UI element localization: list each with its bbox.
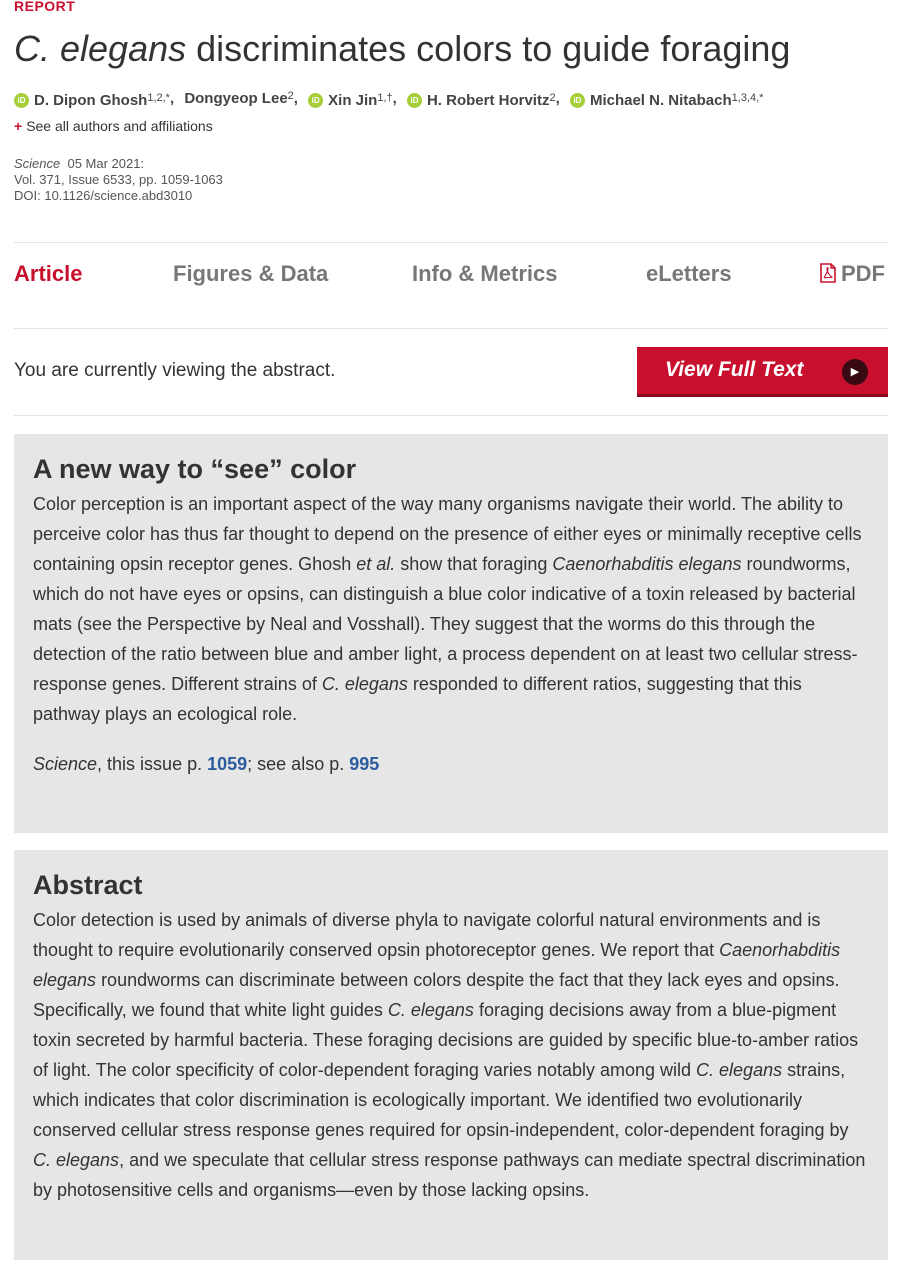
page-title xyxy=(14,28,790,70)
orcid-icon[interactable]: iD xyxy=(407,93,422,108)
citation-block xyxy=(14,156,223,204)
tab-pdf[interactable] xyxy=(820,261,885,287)
title-text: discriminates colors to guide foraging xyxy=(186,28,791,69)
author-affiliation: 1,† xyxy=(377,91,393,104)
orcid-icon[interactable]: iD xyxy=(308,93,323,108)
author-ghosh[interactable] xyxy=(14,92,170,109)
author-name[interactable]: Dongyeop Lee xyxy=(184,90,288,107)
tab-article[interactable]: Article xyxy=(14,261,83,286)
abstract-notice: You are currently viewing the abstract. xyxy=(14,360,336,381)
play-arrow-icon: ▶ xyxy=(842,359,868,385)
author-name[interactable]: Michael N. Nitabach xyxy=(589,92,732,109)
orcid-icon[interactable]: iD xyxy=(570,93,585,108)
abstract-panel xyxy=(14,850,888,1260)
author-name[interactable]: H. Robert Horvitz xyxy=(426,92,550,109)
author-lee[interactable] xyxy=(184,90,293,107)
citation-doi[interactable]: DOI: 10.1126/science.abd3010 xyxy=(14,188,193,203)
tab-pdf-label[interactable]: PDF xyxy=(841,261,885,286)
author-jin[interactable] xyxy=(308,92,392,109)
author-affiliation: 2 xyxy=(549,91,556,104)
view-full-text-button[interactable] xyxy=(637,347,888,397)
author-affiliation: 1,3,4,* xyxy=(731,91,764,104)
article-tabs xyxy=(14,243,888,327)
summary-reference: Science, this issue p. 1059; see also p. 995 xyxy=(33,754,380,774)
view-full-text-label[interactable]: View Full Text xyxy=(665,358,804,381)
article-type-label: REPORT xyxy=(14,0,76,14)
author-name[interactable]: D. Dipon Ghosh xyxy=(34,92,148,109)
citation-volume: Vol. 371, Issue 6533, pp. 1059-1063 xyxy=(14,172,223,187)
citation-date: 05 Mar 2021: xyxy=(67,156,145,171)
author-name[interactable]: Xin Jin xyxy=(328,92,378,109)
pdf-icon xyxy=(820,263,836,283)
abstract-heading: Abstract xyxy=(33,870,143,900)
author-horvitz[interactable] xyxy=(407,92,556,109)
summary-heading: A new way to “see” color xyxy=(33,454,357,484)
abstract-text: Color detection is used by animals of diverse phyla to navigate colorful natural environments and is thought to require evolutionarily conserved opsin photoreceptor genes. We report that Caenorhabditis elegans roundworms can discriminate between colors despite the fact that they lack eyes and opsins. Specifically, we found that white light guides C. elegans foraging decisions away from a blue-pigment toxin secreted by harmful bacteria. These foraging decisions are guided by specific blue-to-amber ratios of light. The color specificity of color-dependent foraging varies notably among wild C. elegans strains, which indicates that color discrimination is ecologically important. We identified two evolutionarily conserved cellular stress response genes required for opsin-independent, color-dependent foraging by C. elegans, and we speculate that cellular stress response pathways can mediate spectral discrimination by photosensitive cells and organisms—even by those lacking opsins. xyxy=(33,910,866,1200)
author-affiliation: 1,2,* xyxy=(147,91,170,104)
title-species: C. elegans xyxy=(14,28,187,69)
author-nitabach[interactable] xyxy=(570,92,764,109)
editor-summary-panel xyxy=(14,434,888,833)
page-link-995[interactable]: 995 xyxy=(349,754,380,774)
see-all-label[interactable]: See all authors and affiliations xyxy=(26,118,213,134)
divider xyxy=(14,328,888,329)
page-link-1059[interactable]: 1059 xyxy=(207,754,248,774)
tab-info-metrics[interactable]: Info & Metrics xyxy=(412,261,558,286)
author-affiliation: 2 xyxy=(287,89,294,102)
divider xyxy=(14,415,888,416)
summary-text: Color perception is an important aspect of the way many organisms navigate their world. The ability to perceive color has thus far thought to depend on the presence of either eyes or minimally receptive cells containing opsin receptor genes. Ghosh et al. show that foraging Caenorhabditis elegans roundworms, which do not have eyes or opsins, can distinguish a blue color indicative of a toxin released by bacterial mats (see the Perspective by Neal and Vosshall). They suggest that the worms do this through the detection of the ratio between blue and amber light, a process dependent on at least two cellular stress-response genes. Different strains of C. elegans responded to different ratios, suggesting that this pathway plays an ecological role. xyxy=(33,494,862,724)
orcid-icon[interactable]: iD xyxy=(14,93,29,108)
author-list: iD D. Dipon Ghosh $^{1,2,*}$ , Dongyeop Lee $^2$ , iD Xin Jin $^{1,\dagger}$ , iD H. Robert Horvitz $^2$ , iD Michael N. Nitabach $^{1,3,4,*}$ xyxy=(14,90,763,109)
citation-journal: Science xyxy=(14,156,61,171)
plus-icon: + xyxy=(14,118,23,134)
see-all-authors-link[interactable] xyxy=(14,118,213,134)
tab-eletters[interactable]: eLetters xyxy=(646,261,732,286)
tab-figures-data[interactable]: Figures & Data xyxy=(173,261,329,286)
